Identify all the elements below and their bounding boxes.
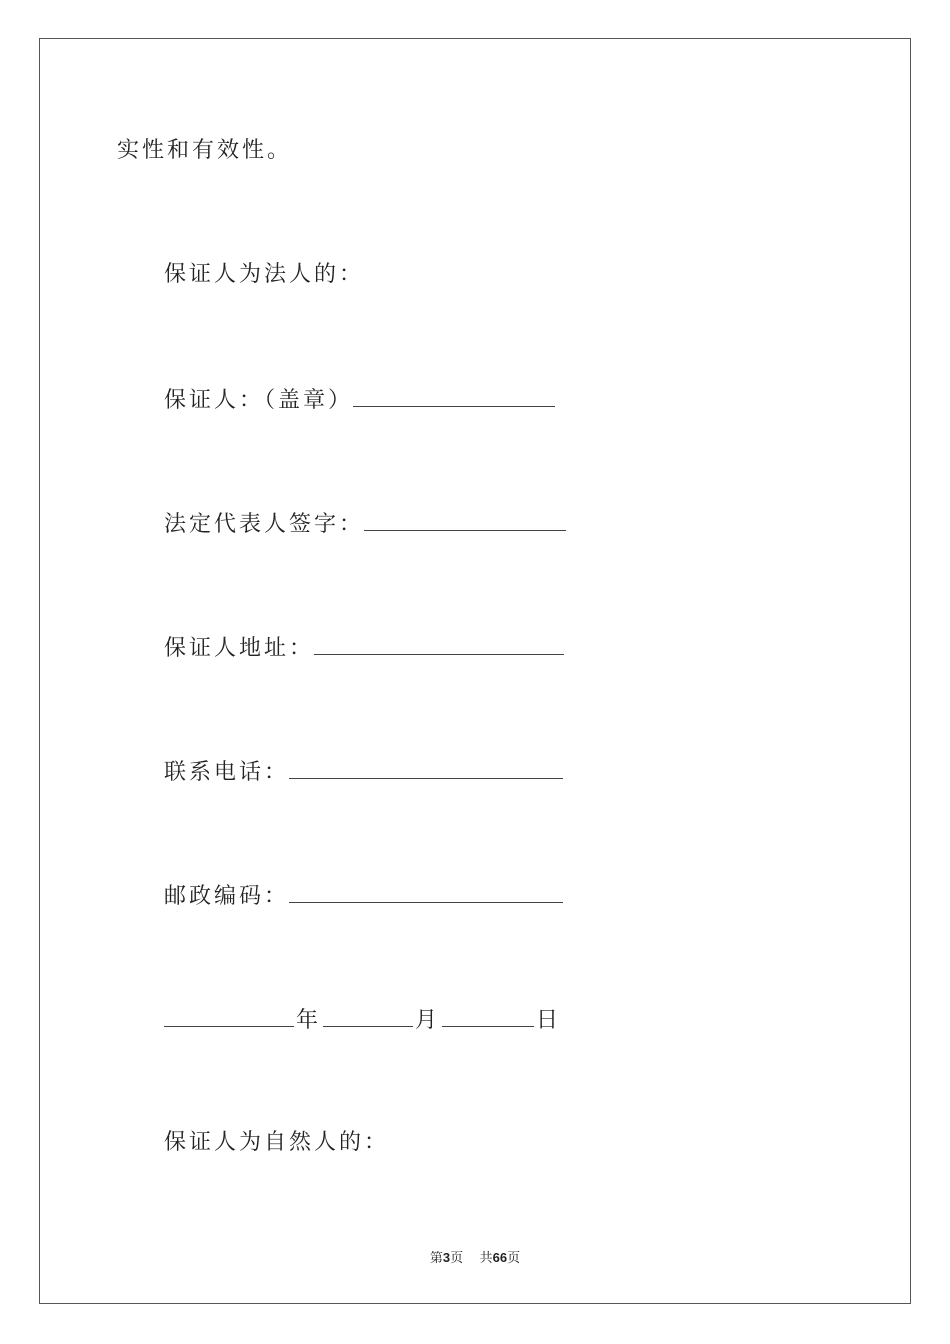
legal-rep-signature-blank[interactable] bbox=[364, 508, 566, 531]
guarantor-seal-row bbox=[164, 384, 555, 416]
page-prefix: 第 bbox=[429, 1251, 443, 1266]
natural-person-heading-label: 保证人为自然人的： bbox=[164, 1130, 390, 1155]
contact-phone-row bbox=[164, 756, 563, 788]
continuation-text bbox=[117, 136, 292, 166]
guarantor-address-row bbox=[164, 632, 564, 664]
day-blank[interactable] bbox=[442, 1004, 534, 1027]
page-border bbox=[39, 38, 911, 1304]
total-prefix: 共 bbox=[479, 1251, 493, 1266]
month-label: 月 bbox=[415, 1008, 441, 1033]
page-footer bbox=[0, 1247, 950, 1266]
corporate-guarantor-heading bbox=[164, 260, 364, 290]
postal-code-row bbox=[164, 880, 563, 912]
guarantor-address-label: 保证人地址： bbox=[164, 636, 315, 661]
guarantor-address-blank[interactable] bbox=[314, 632, 564, 655]
date-row bbox=[164, 1004, 563, 1036]
guarantor-seal-label: 保证人：（盖章） bbox=[164, 388, 354, 413]
page-suffix: 页 bbox=[450, 1251, 464, 1266]
month-blank[interactable] bbox=[323, 1004, 413, 1027]
postal-code-blank[interactable] bbox=[289, 880, 563, 903]
legal-rep-signature-label: 法定代表人签字： bbox=[164, 512, 365, 537]
total-pages: 66 bbox=[492, 1250, 508, 1265]
total-suffix: 页 bbox=[507, 1251, 521, 1266]
continuation-label: 实性和有效性。 bbox=[117, 138, 293, 163]
page-number: 3 bbox=[442, 1250, 451, 1265]
corporate-heading-label: 保证人为法人的： bbox=[164, 262, 365, 287]
legal-rep-signature-row bbox=[164, 508, 566, 540]
contact-phone-label: 联系电话： bbox=[164, 760, 290, 785]
contact-phone-blank[interactable] bbox=[289, 756, 563, 779]
year-label: 年 bbox=[296, 1008, 322, 1033]
natural-person-heading bbox=[164, 1128, 389, 1158]
postal-code-label: 邮政编码： bbox=[164, 884, 290, 909]
year-blank[interactable] bbox=[164, 1004, 294, 1027]
day-label: 日 bbox=[536, 1008, 562, 1033]
guarantor-seal-blank[interactable] bbox=[353, 384, 555, 407]
